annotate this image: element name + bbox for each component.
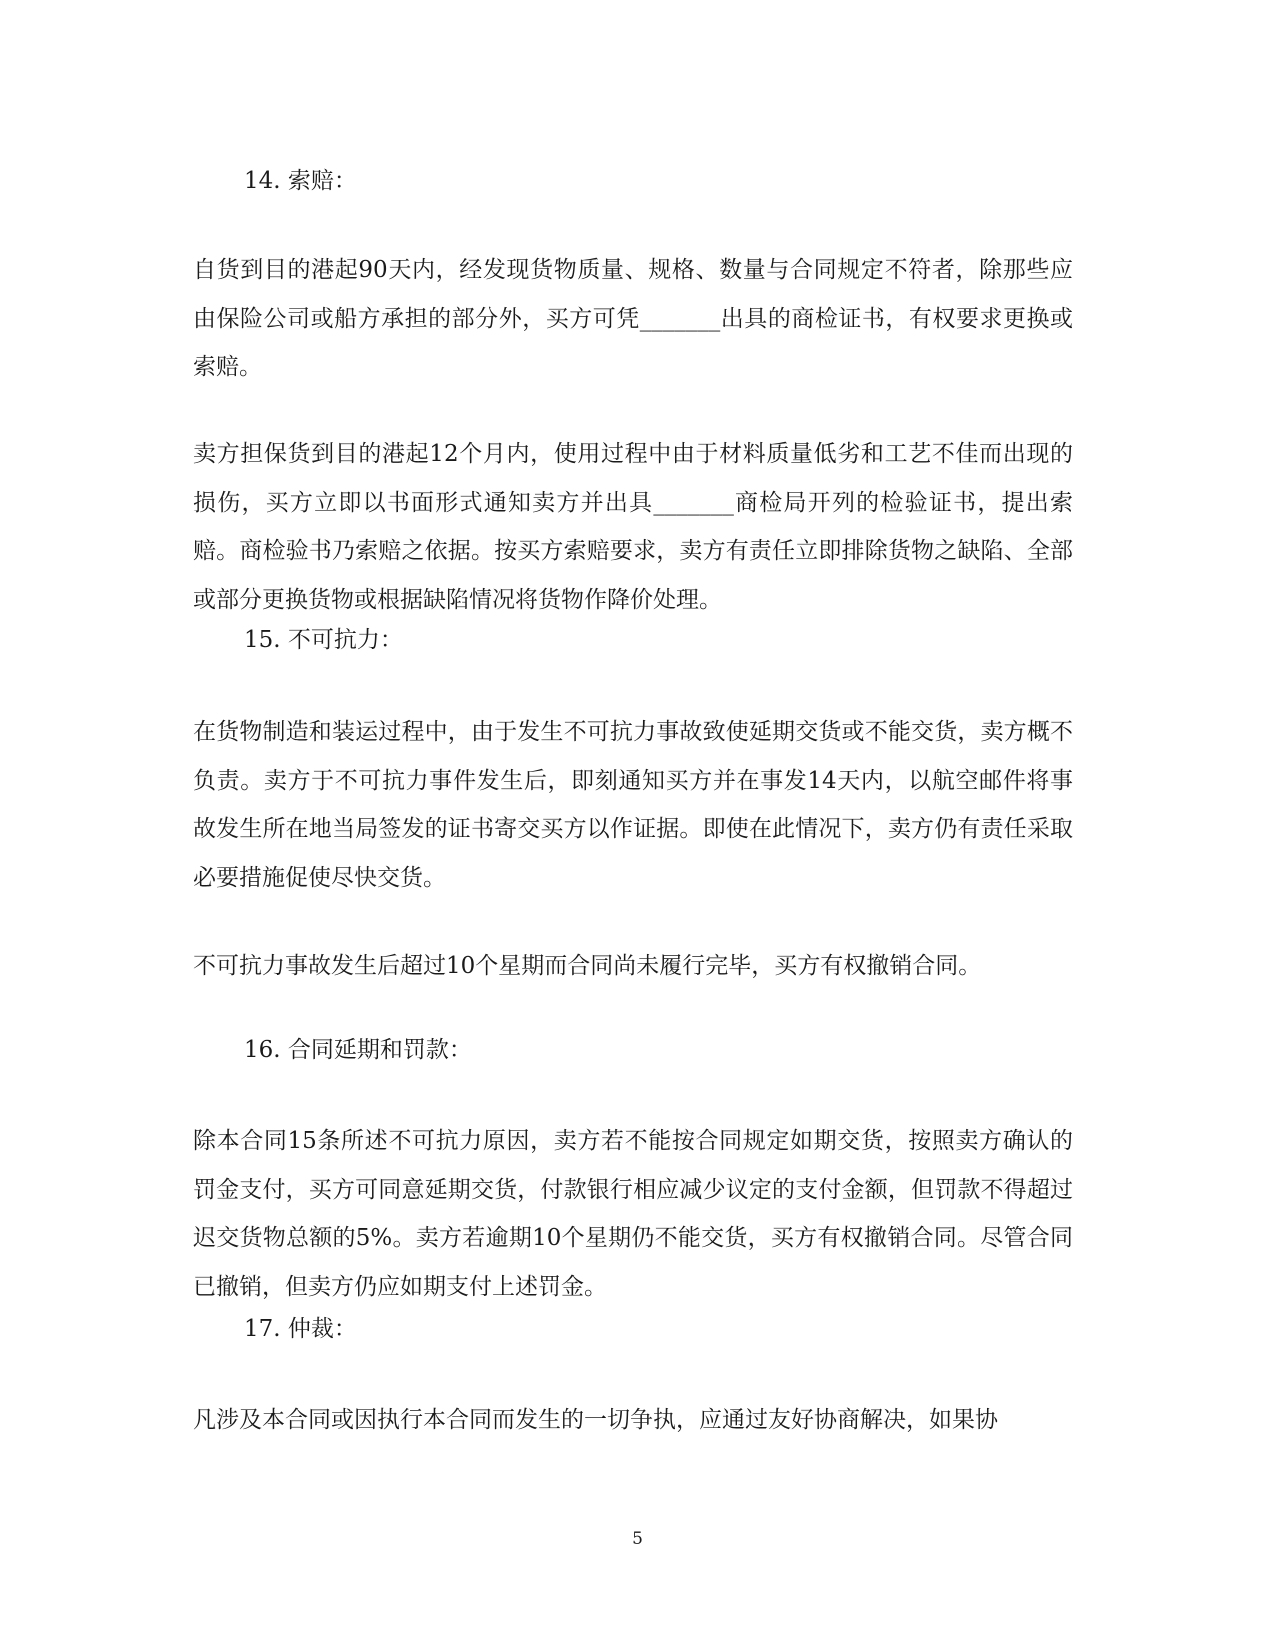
paragraph-delay-penalty: 除本合同15条所述不可抗力原因，卖方若不能按合同规定如期交货，按照卖方确认的罚金支付，买方可同意延期交货，付款银行相应减少议定的支付金额，但罚款不得超过迟交货物总额的5%。卖方若逾期10个星期仍不能交货，买方有权撤销合同。尽管合同已撤销，但卖方仍应如期支付上述罚金。 <box>193 1128 1073 1300</box>
paragraph-claims-warranty: 卖方担保货到目的港起12个月内，使用过程中由于材料质量低劣和工艺不佳而出现的损伤，买方立即以书面形式通知卖方并出具_______商检局开列的检验证书，提出索赔。商检验书乃索赔之依据。按买方索赔要求，卖方有责任立即排除货物之缺陷、全部或部分更换货物或根据缺陷情况将货物作降价处理。 <box>193 441 1073 613</box>
section-heading-claims: 14. 索赔： <box>244 168 357 194</box>
section-heading-force-majeure: 15. 不可抗力： <box>244 627 403 653</box>
section-heading-delay-penalty: 16. 合同延期和罚款： <box>244 1037 472 1063</box>
section-heading-arbitration: 17. 仲裁： <box>244 1316 357 1342</box>
page-number: 5 <box>632 1529 643 1549</box>
paragraph-force-majeure-notice: 在货物制造和装运过程中，由于发生不可抗力事故致使延期交货或不能交货，卖方概不负责。卖方于不可抗力事件发生后，即刻通知买方并在事发14天内，以航空邮件将事故发生所在地当局签发的证书寄交买方以作证据。即使在此情况下，卖方仍有责任采取必要措施促使尽快交货。 <box>193 719 1073 891</box>
paragraph-claims-inspection: 自货到目的港起90天内，经发现货物质量、规格、数量与合同规定不符者，除那些应由保险公司或船方承担的部分外，买方可凭_______出具的商检证书，有权要求更换或索赔。 <box>193 257 1073 380</box>
paragraph-force-majeure-cancel: 不可抗力事故发生后超过10个星期而合同尚未履行完毕，买方有权撤销合同。 <box>193 953 982 979</box>
paragraph-arbitration: 凡涉及本合同或因执行本合同而发生的一切争执，应通过友好协商解决，如果协 <box>193 1407 998 1433</box>
